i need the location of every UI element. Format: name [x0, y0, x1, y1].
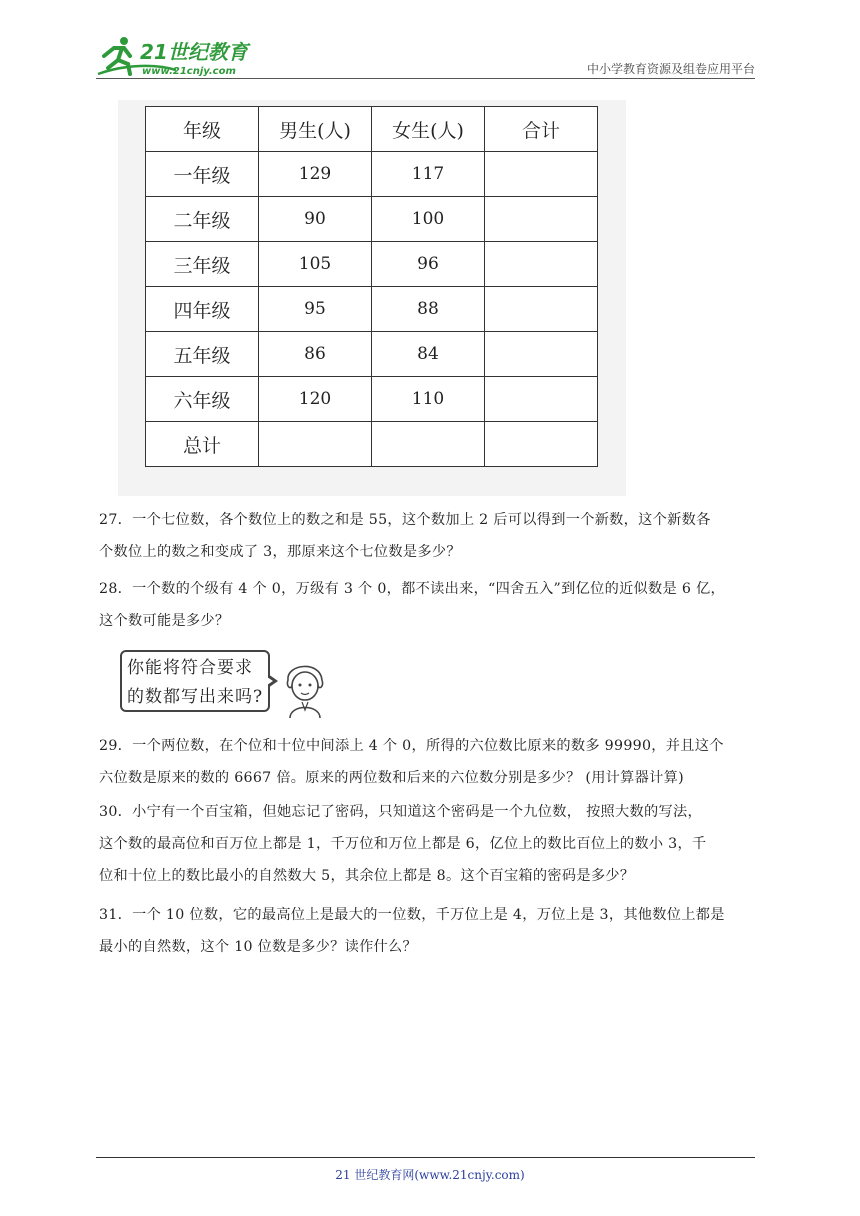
- question-30: [99, 796, 759, 892]
- student-character-icon: [280, 656, 328, 720]
- question-text-line: 29．一个两位数，在个位和十位中间添上 4 个 0，所得的六位数比原来的数多 99990，并且这个: [99, 738, 724, 754]
- boys-cell: 90: [259, 197, 372, 242]
- girls-cell: 100: [372, 197, 485, 242]
- girls-cell: 84: [372, 332, 485, 377]
- question-text-line: 28．一个数的个级有 4 个 0，万级有 3 个 0，都不读出来，“四舍五入”到亿位的近似数是 6 亿，: [99, 581, 725, 597]
- boys-cell: 129: [259, 152, 372, 197]
- speech-bubble: [120, 650, 270, 712]
- hint-illustration: [120, 650, 330, 720]
- header-cell-boys: 男生(人): [259, 107, 372, 152]
- bubble-text-line: 的数都写出来吗?: [127, 687, 264, 707]
- question-text-line: 最小的自然数，这个 10 位数是多少？读作什么？: [99, 939, 418, 955]
- row-label: 六年级: [146, 377, 259, 422]
- total-cell: [485, 422, 598, 467]
- header-platform-text: 中小学教育资源及组卷应用平台: [586, 62, 755, 76]
- table-row: [146, 332, 598, 377]
- total-cell: [485, 197, 598, 242]
- table-row: [146, 287, 598, 332]
- question-28: [99, 573, 759, 637]
- question-text-line: 30．小宁有一个百宝箱，但她忘记了密码，只知道这个密码是一个九位数， 按照大数的写法，: [99, 804, 702, 820]
- grade-table-figure: [118, 100, 626, 496]
- question-29: [99, 730, 759, 794]
- row-label: 三年级: [146, 242, 259, 287]
- bubble-text-line: 你能将符合要求: [127, 658, 253, 678]
- girls-cell: 117: [372, 152, 485, 197]
- table-row: [146, 422, 598, 467]
- table-header-row: [146, 107, 598, 152]
- bubble-tail-inner: [267, 677, 273, 685]
- total-cell: [485, 152, 598, 197]
- boys-cell: 105: [259, 242, 372, 287]
- boys-cell: 120: [259, 377, 372, 422]
- header-cell-total: 合计: [485, 107, 598, 152]
- question-27: [99, 504, 759, 568]
- question-text-line: 这个数可能是多少？: [99, 613, 230, 629]
- row-label: 五年级: [146, 332, 259, 377]
- boys-cell: [259, 422, 372, 467]
- row-label: 总计: [146, 422, 259, 467]
- question-text-line: 27．一个七位数，各个数位上的数之和是 55，这个数加上 2 后可以得到一个新数，这个新数各: [99, 512, 711, 528]
- table-row: [146, 242, 598, 287]
- site-logo: [96, 34, 266, 80]
- question-text-line: 这个数的最高位和百万位上都是 1，千万位和万位上都是 6，亿位上的数比百位上的数小 3，千: [99, 836, 707, 852]
- header-divider: [96, 78, 755, 79]
- question-31: [99, 899, 759, 963]
- row-label: 二年级: [146, 197, 259, 242]
- girls-cell: 88: [372, 287, 485, 332]
- total-cell: [485, 242, 598, 287]
- logo-title: 21世纪教育: [140, 40, 248, 64]
- question-text-line: 个数位上的数之和变成了 3，那原来这个七位数是多少？: [99, 544, 461, 560]
- row-label: 一年级: [146, 152, 259, 197]
- header-cell-grade: 年级: [146, 107, 259, 152]
- footer-link[interactable]: 21 世纪教育网(www.21cnjy.com): [335, 1168, 525, 1182]
- girls-cell: [372, 422, 485, 467]
- question-text-line: 位和十位上的数比最小的自然数大 5，其余位上都是 8。这个百宝箱的密码是多少？: [99, 868, 635, 884]
- table-row: [146, 152, 598, 197]
- table-row: [146, 377, 598, 422]
- girls-cell: 110: [372, 377, 485, 422]
- header-cell-girls: 女生(人): [372, 107, 485, 152]
- footer-divider: [96, 1157, 755, 1158]
- row-label: 四年级: [146, 287, 259, 332]
- table-row: [146, 197, 598, 242]
- boys-cell: 95: [259, 287, 372, 332]
- total-cell: [485, 287, 598, 332]
- boys-cell: 86: [259, 332, 372, 377]
- question-text-line: 六位数是原来的数的 6667 倍。原来的两位数和后来的六位数分别是多少？ (用计算器计算): [99, 770, 684, 786]
- total-cell: [485, 332, 598, 377]
- total-cell: [485, 377, 598, 422]
- question-text-line: 31．一个 10 位数，它的最高位上是最大的一位数，千万位上是 4，万位上是 3，其他数位上都是: [99, 907, 725, 923]
- grade-table: [145, 106, 598, 467]
- logo-url: www.21cnjy.com: [142, 66, 236, 77]
- girls-cell: 96: [372, 242, 485, 287]
